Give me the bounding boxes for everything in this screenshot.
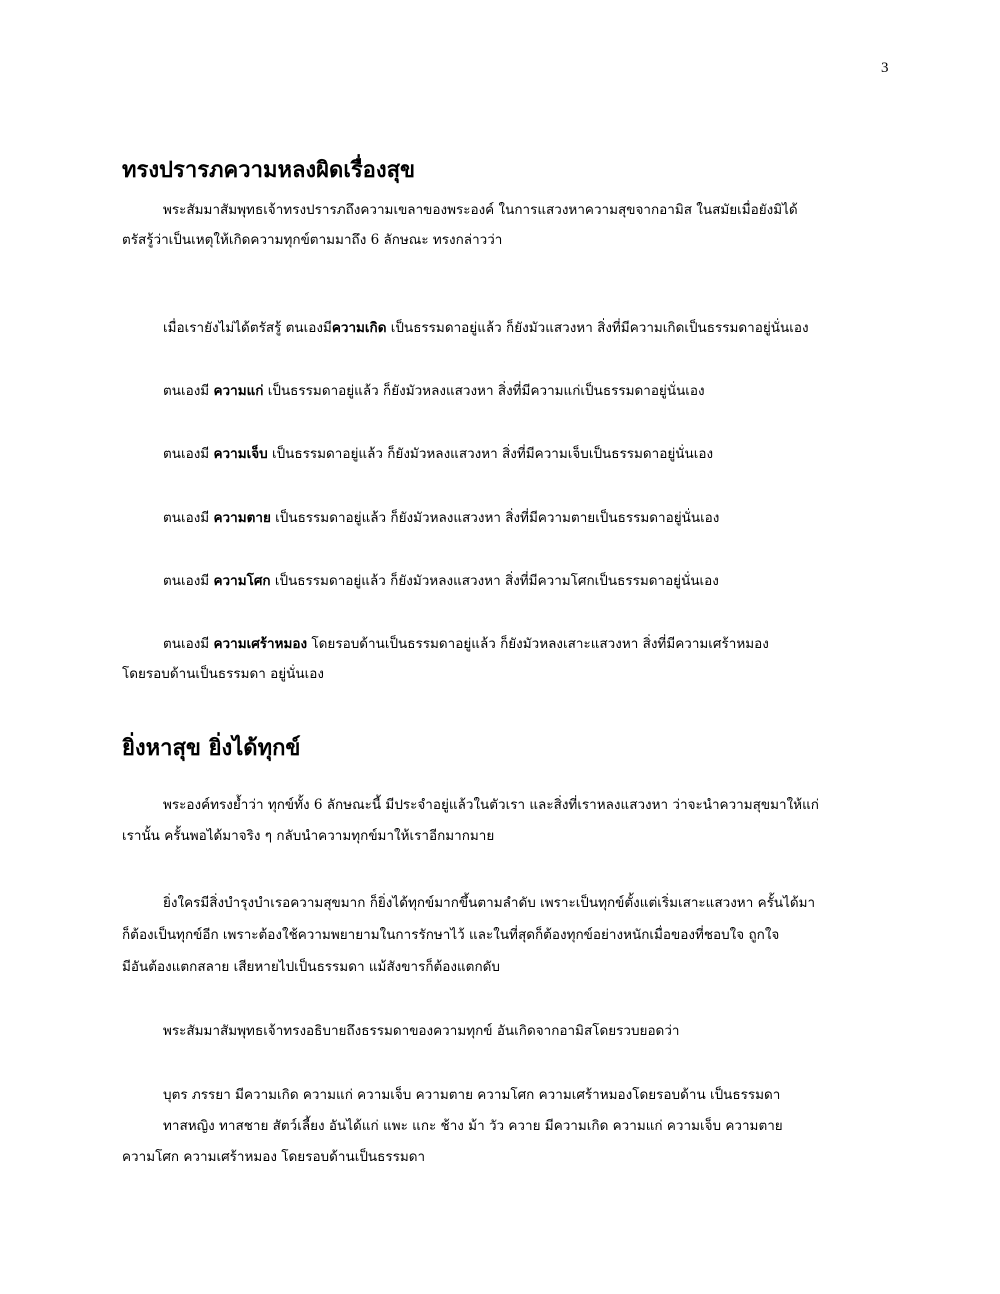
sorrow-pre: ตนเองมี [163,573,214,589]
death-bold: ความตาย [213,510,271,526]
s2-p1-line-2: เรานั้น ครั้นพอได้มาจริง ๆ กลับนำความทุกข์มาให้เราอีกมากมาย [122,828,495,844]
paragraph-defilement [163,634,769,654]
intro-line-2: ตรัสรู้ว่าเป็นเหตุให้เกิดความทุกข์ตามมาถึง 6 ลักษณะ ทรงกล่าวว่า [122,232,503,248]
s2-p1-line-1: พระองค์ทรงย้ำว่า ทุกข์ทั้ง 6 ลักษณะนี้ มีประจำอยู่แล้วในตัวเรา และสิ่งที่เราหลงแสวงหา ว่าจะนำความสุขมาให้แก่ [163,797,819,813]
birth-bold: ความเกิด [331,320,387,336]
death-post: เป็นธรรมดาอยู่แล้ว ก็ยังมัวหลงแสวงหา สิ่งที่มีความตายเป็นธรรมดาอยู่นั่นเอง [270,510,720,526]
paragraph-birth [163,318,809,338]
sorrow-bold: ความโศก [213,573,271,589]
paragraph-death [163,508,719,528]
page-number: 3 [881,60,889,76]
sickness-post: เป็นธรรมดาอยู่แล้ว ก็ยังมัวหลงแสวงหา สิ่งที่มีความเจ็บเป็นธรรมดาอยู่นั่นเอง [267,446,714,462]
s2-p4-line-3: ความโศก ความเศร้าหมอง โดยรอบด้านเป็นธรรมดา [122,1149,426,1165]
section-heading-2: ยิ่งหาสุข ยิ่งได้ทุกข์ [122,735,301,761]
s2-p2-line-2: ก็ต้องเป็นทุกข์อีก เพราะต้องใช้ความพยายามในการรักษาไว้ และในที่สุดก็ต้องทุกข์อย่างหนักเมื่อของที่ชอบใจ ถูกใจ [122,927,780,943]
intro-line-1: พระสัมมาสัมพุทธเจ้าทรงปรารภถึงความเขลาของพระองค์ ในการแสวงหาความสุขจากอามิส ในสมัยเมื่อยังมิได้ [163,202,798,218]
s2-p2-line-3: มีอันต้องแตกสลาย เสียหายไปเป็นธรรมดา แม้สังขารก็ต้องแตกดับ [122,959,500,975]
s2-p4-line-2: ทาสหญิง ทาสชาย สัตว์เลี้ยง อันได้แก่ แพะ แกะ ช้าง ม้า วัว ควาย มีความเกิด ความแก่ ความเจ็บ ความตาย [163,1118,783,1134]
paragraph-sickness [163,444,713,464]
birth-post: เป็นธรรมดาอยู่แล้ว ก็ยังมัวแสวงหา สิ่งที่มีความเกิดเป็นธรรมดาอยู่นั่นเอง [386,320,809,336]
paragraph-aging [163,381,705,401]
paragraph-sorrow [163,571,719,591]
death-pre: ตนเองมี [163,510,214,526]
aging-pre: ตนเองมี [163,383,214,399]
birth-pre: เมื่อเรายังไม่ได้ตรัสรู้ ตนเองมี [163,320,332,336]
section-heading-1: ทรงปรารภความหลงผิดเรื่องสุข [122,157,416,183]
s2-p2-line-1: ยิ่งใครมีสิ่งบำรุงบำเรอความสุขมาก ก็ยิ่งได้ทุกข์มากขึ้นตามลำดับ เพราะเป็นทุกข์ตั้งแต่เริ่มเสาะแสวงหา ครั้นได้มา [163,895,816,911]
sorrow-post: เป็นธรรมดาอยู่แล้ว ก็ยังมัวหลงแสวงหา สิ่งที่มีความโศกเป็นธรรมดาอยู่นั่นเอง [270,573,719,589]
defilement-pre: ตนเองมี [163,636,214,652]
defilement-bold: ความเศร้าหมอง [213,636,308,652]
sickness-bold: ความเจ็บ [213,446,268,462]
s2-p4-line-1: บุตร ภรรยา มีความเกิด ความแก่ ความเจ็บ ความตาย ความโศก ความเศร้าหมองโดยรอบด้าน เป็นธรรมดา [163,1087,781,1103]
paragraph-defilement-line-2: โดยรอบด้านเป็นธรรมดา อยู่นั่นเอง [122,666,324,682]
aging-post: เป็นธรรมดาอยู่แล้ว ก็ยังมัวหลงแสวงหา สิ่งที่มีความแก่เป็นธรรมดาอยู่นั่นเอง [263,383,705,399]
defilement-post: โดยรอบด้านเป็นธรรมดาอยู่แล้ว ก็ยังมัวหลงเสาะแสวงหา สิ่งที่มีความเศร้าหมอง [307,636,769,652]
s2-p3-line-1: พระสัมมาสัมพุทธเจ้าทรงอธิบายถึงธรรมดาของความทุกข์ อันเกิดจากอามิสโดยรวบยอดว่า [163,1023,680,1039]
aging-bold: ความแก่ [213,383,264,399]
sickness-pre: ตนเองมี [163,446,214,462]
